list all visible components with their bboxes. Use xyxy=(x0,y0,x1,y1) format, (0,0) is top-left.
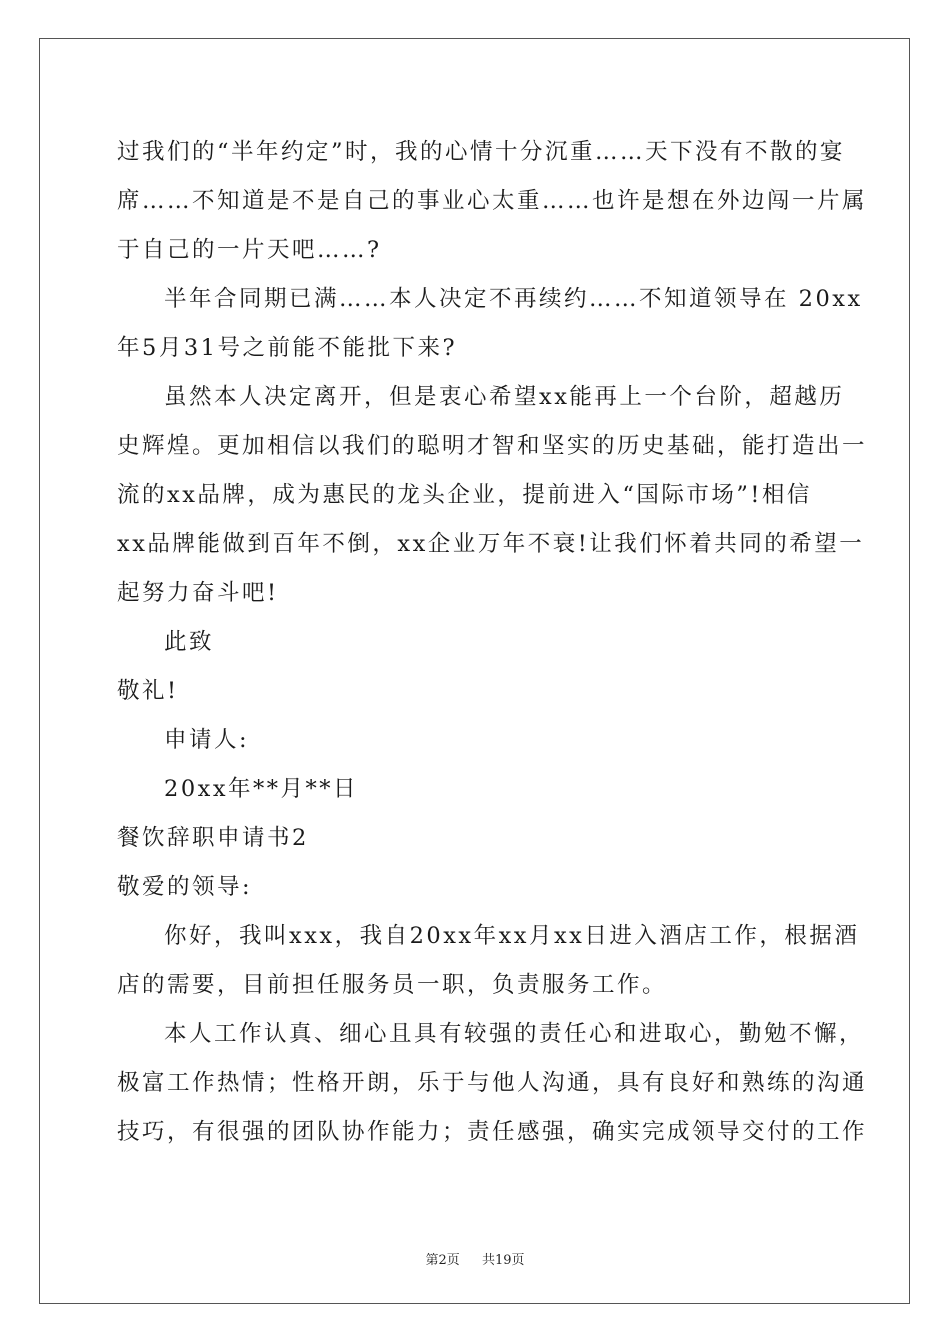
signature-applicant: 申请人: xyxy=(164,727,250,753)
text-line: 过我们的“半年约定”时，我的心情十分沉重……天下没有不散的宴 xyxy=(117,139,846,165)
text-line: xx品牌能做到百年不倒，xx企业万年不衰!让我们怀着共同的希望一 xyxy=(117,531,865,557)
signature-date: 20xx年**月**日 xyxy=(164,776,359,802)
text-line: 店的需要，目前担任服务员一职，负责服务工作。 xyxy=(117,972,668,998)
text-line: 极富工作热情；性格开朗，乐于与他人沟通，具有良好和熟练的沟通 xyxy=(117,1070,868,1096)
section-title: 餐饮辞职申请书2 xyxy=(117,825,309,851)
closing-line: 此致 xyxy=(164,629,215,655)
text-line: 流的xx品牌，成为惠民的龙头企业，提前进入“国际市场”!相信 xyxy=(117,482,812,508)
text-line: 席……不知道是不是自己的事业心太重……也许是想在外边闯一片属 xyxy=(117,188,868,214)
text-line: 技巧，有很强的团队协作能力；责任感强，确实完成领导交付的工作 xyxy=(117,1119,868,1145)
text-line: 起努力奋斗吧! xyxy=(117,580,279,606)
page-total: 共19页 xyxy=(482,1253,525,1268)
page-number: 第2页 xyxy=(425,1253,460,1268)
document-body xyxy=(117,128,868,1157)
salutation: 敬爱的领导: xyxy=(117,874,253,900)
text-line: 本人工作认真、细心且具有较强的责任心和进取心，勤勉不懈， xyxy=(164,1021,865,1047)
text-line: 虽然本人决定离开，但是衷心希望xx能再上一个台阶，超越历 xyxy=(164,384,845,410)
text-line: 你好，我叫xxx，我自20xx年xx月xx日进入酒店工作，根据酒 xyxy=(164,923,860,949)
closing-salute: 敬礼! xyxy=(117,678,179,704)
text-line: 于自己的一片天吧……? xyxy=(117,237,382,263)
text-line: 半年合同期已满……本人决定不再续约……不知道领导在 20xx xyxy=(164,286,863,312)
text-line: 年5月31号之前能不能批下来? xyxy=(117,335,458,361)
page-footer xyxy=(0,1249,950,1268)
text-line: 史辉煌。更加相信以我们的聪明才智和坚实的历史基础，能打造出一 xyxy=(117,433,868,459)
